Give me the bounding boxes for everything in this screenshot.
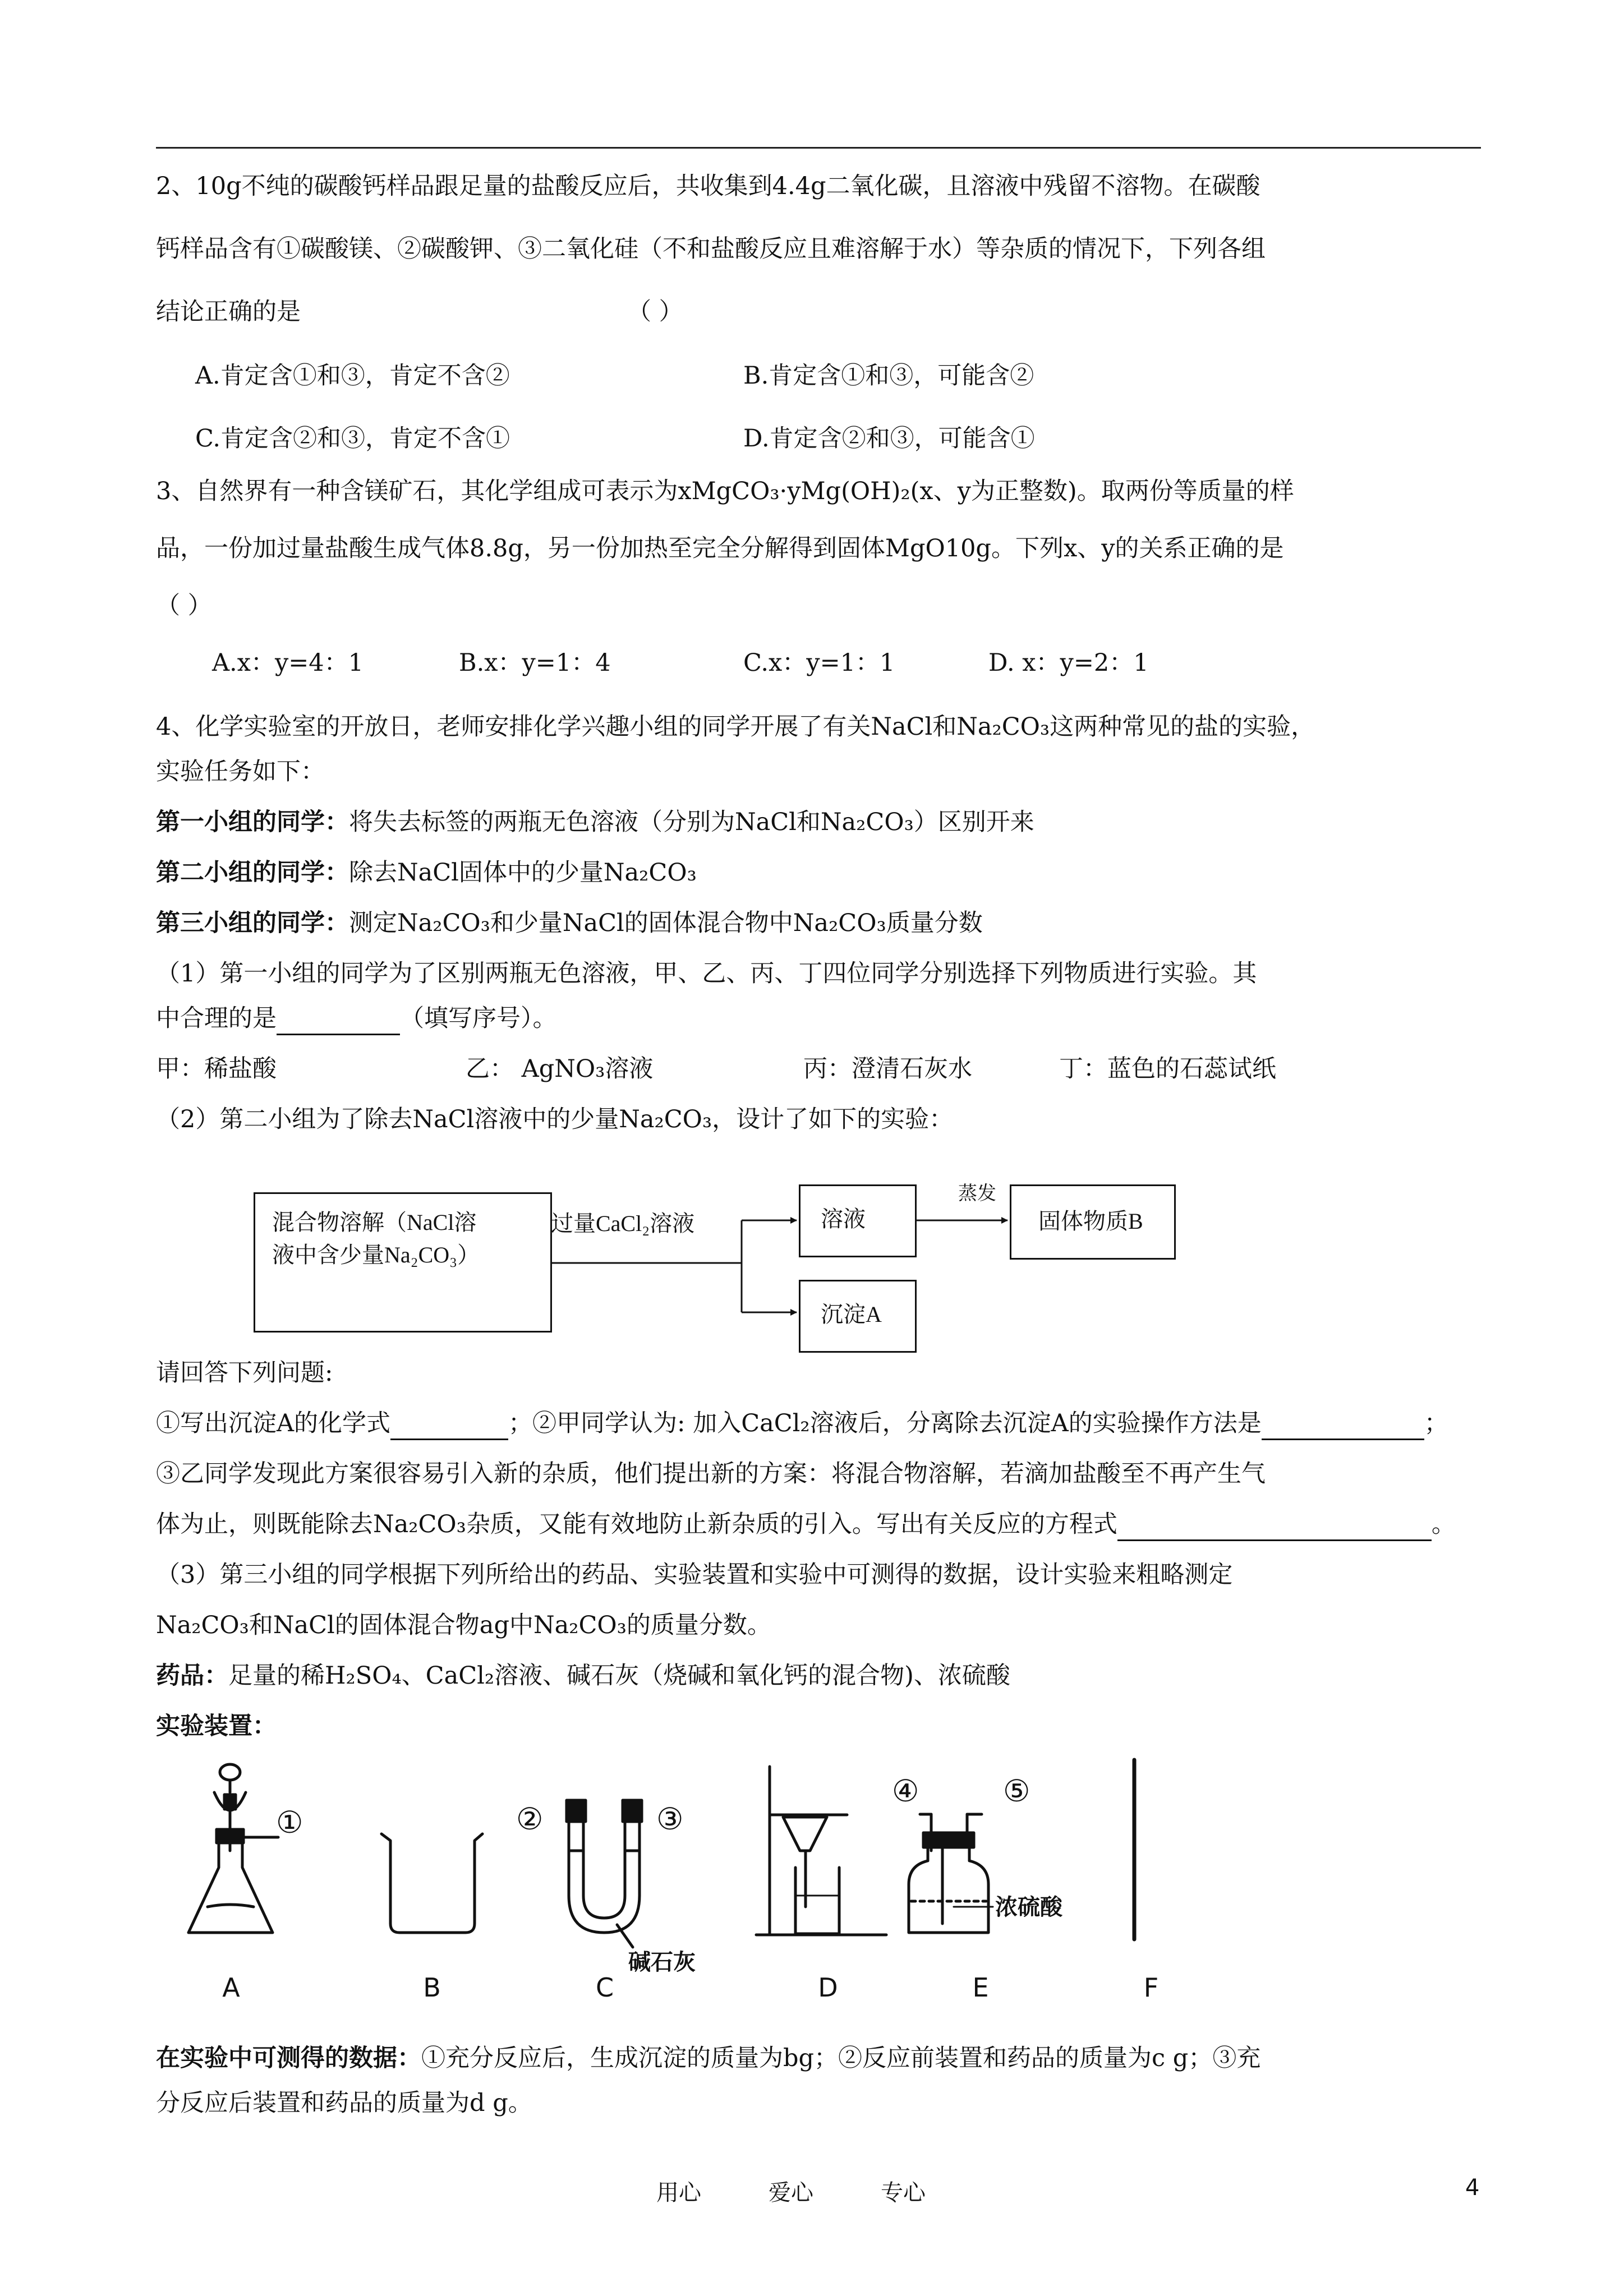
apparatus-letter-b: B [423, 1972, 441, 2003]
q2-option-c: C.肯定含②和③，肯定不含① [195, 425, 510, 453]
soda-lime-label: 碱石灰 [628, 1949, 696, 1975]
sub3-end: 。 [1431, 1510, 1456, 1538]
group-2-task: 除去NaCl固体中的少量Na₂CO₃ [349, 859, 697, 887]
footer-motto-1: 用心 [656, 2180, 701, 2206]
choice-ding: 丁：蓝色的石蕊试纸 [1059, 1055, 1276, 1083]
q3-option-c: C.x：y=1：1 [743, 649, 895, 677]
choice-bing: 丙：澄清石灰水 [803, 1055, 972, 1083]
group-1-task: 将失去标签的两瓶无色溶液（分别为NaCl和Na₂CO₃）区别开来 [349, 808, 1034, 836]
part1-prompt: 中合理的是 [156, 1004, 277, 1032]
sub3-prompt: 体为止，则既能除去Na₂CO₃杂质，又能有效地防止新杂质的引入。写出有关反应的方程式 [156, 1510, 1117, 1538]
apparatus-label-1: ① [276, 1805, 303, 1840]
q4-data-line-2: 分反应后装置和药品的质量为d g。 [156, 2089, 532, 2117]
apparatus-letter-e: E [972, 1972, 989, 2003]
sub2-prompt: ；②甲同学认为: 加入CaCl₂溶液后，分离除去沉淀A的实验操作方法是 [508, 1409, 1262, 1437]
q4-part2-line: （2）第二小组为了除去NaCl溶液中的少量Na₂CO₃，设计了如下的实验： [156, 1105, 954, 1133]
apparatus-c-u-tube [567, 1800, 642, 1947]
footer-motto-3: 专心 [881, 2180, 926, 2206]
q4-part3-line-1: （3）第三小组的同学根据下列所给出的药品、实验装置和实验中可测得的数据，设计实验来粗略测定 [156, 1561, 1233, 1589]
q4-ask: 请回答下列问题: [156, 1359, 333, 1387]
q4-data-line-1 [156, 2041, 1481, 2075]
flow-evaporate-label: 蒸发 [958, 1183, 996, 1204]
apparatus-letter-f: F [1143, 1972, 1159, 2003]
flow-box-mixture-line-2: 液中含少量Na₂CO₃） [272, 1242, 480, 1267]
q3-line-3: （ ） [156, 592, 212, 620]
group-2-label: 第二小组的同学： [156, 859, 349, 887]
q2-line-2: 钙样品含有①碳酸镁、②碳酸钾、③二氧化硅（不和盐酸反应且难溶解于水）等杂质的情况下，下列各组 [156, 235, 1266, 263]
apparatus-d-filter-stand [756, 1767, 886, 1935]
flow-box-mixture-line-1: 混合物溶解（NaCl溶 [272, 1210, 477, 1235]
q3-option-b: B.x：y=1：4 [459, 649, 611, 677]
q4-apparatus-label: 实验装置： [156, 1712, 277, 1740]
group-1-label: 第一小组的同学： [156, 808, 349, 836]
choice-jia: 甲：稀盐酸 [156, 1055, 277, 1083]
q2-option-b: B.肯定含①和③，可能含② [743, 362, 1034, 390]
apparatus-e-wash-bottle [909, 1814, 993, 1933]
flow-box-precipitate-a: 沉淀A [799, 1280, 917, 1353]
apparatus-letter-d: D [818, 1972, 838, 2003]
group-3-task: 测定Na₂CO₃和少量NaCl的固体混合物中Na₂CO₃质量分数 [349, 909, 983, 937]
apparatus-label-4: ④ [892, 1773, 919, 1809]
page-number: 4 [1465, 2175, 1480, 2201]
group-3-label: 第三小组的同学： [156, 909, 349, 937]
apparatus-b-beaker [381, 1834, 482, 1933]
q4-part1-line-1: （1）第一小组的同学为了区别两瓶无色溶液，甲、乙、丙、丁四位同学分别选择下列物质进行实验。其 [156, 960, 1257, 988]
q3-option-a: A.x：y=4：1 [212, 649, 364, 677]
apparatus-a-flask [188, 1764, 278, 1933]
q4-intro-2: 实验任务如下： [156, 758, 325, 786]
q2-stem-end: 结论正确的是 [156, 298, 301, 326]
apparatus-label-3: ③ [656, 1801, 684, 1837]
data-items: ①充分反应后，生成沉淀的质量为bg；②反应前装置和药品的质量为c g；③充 [421, 2044, 1261, 2072]
q4-sub-3-line-1: ③乙同学发现此方案很容易引入新的杂质，他们提出新的方案：将混合物溶解，若滴加盐酸至不再产生气 [156, 1460, 1266, 1488]
q2-option-a: A.肯定含①和③，肯定不含② [195, 362, 510, 390]
apparatus-letter-a: A [222, 1972, 240, 2003]
apparatus-label-5: ⑤ [1003, 1773, 1030, 1809]
q2-line-1: 2、10g不纯的碳酸钙样品跟足量的盐酸反应后，共收集到4.4g二氧化碳，且溶液中残留不溶物。在碳酸 [156, 172, 1260, 200]
flow-box-solution: 溶液 [799, 1184, 917, 1257]
q3-line-2: 品，一份加过量盐酸生成气体8.8g，另一份加热至完全分解得到固体MgO10g。下列x、y的关系正确的是 [156, 534, 1284, 563]
sub2-end: ； [1424, 1409, 1448, 1437]
q2-option-d: D.肯定含②和③，可能含① [743, 425, 1035, 453]
q2-answer-bracket: （ ） [627, 298, 683, 326]
flow-reagent-label: 过量CaCl₂溶液 [551, 1211, 695, 1236]
apparatus-label-2: ② [516, 1801, 544, 1837]
data-label: 在实验中可测得的数据： [156, 2044, 421, 2072]
sub1-prompt: ①写出沉淀A的化学式 [156, 1409, 391, 1437]
flow-box-solid-b: 固体物质B [1010, 1184, 1176, 1260]
q3-line-1: 3、自然界有一种含镁矿石，其化学组成可表示为xMgCO₃·yMg(OH)₂(x、y为正整数)。取两份等质量的样 [156, 477, 1294, 505]
q3-option-d: D. x：y=2：1 [988, 649, 1149, 677]
q4-part3-line-2: Na₂CO₃和NaCl的固体混合物ag中Na₂CO₃的质量分数。 [156, 1611, 771, 1639]
apparatus-letter-c: C [595, 1972, 614, 2003]
part1-hint: （填写序号）。 [400, 1004, 557, 1032]
q4-intro-1: 4、化学实验室的开放日，老师安排化学兴趣小组的同学开展了有关NaCl和Na₂CO₃这两种常见的盐的实验， [156, 713, 1315, 741]
footer-motto-2: 爱心 [769, 2180, 813, 2206]
drugs-list: 足量的稀H₂SO₄、CaCl₂溶液、碱石灰（烧碱和氧化钙的混合物)、浓硫酸 [228, 1662, 1010, 1690]
choice-yi: 乙： AgNO₃溶液 [466, 1055, 654, 1083]
concentrated-acid-label: 浓硫酸 [995, 1894, 1062, 1920]
drugs-label: 药品： [156, 1662, 228, 1690]
